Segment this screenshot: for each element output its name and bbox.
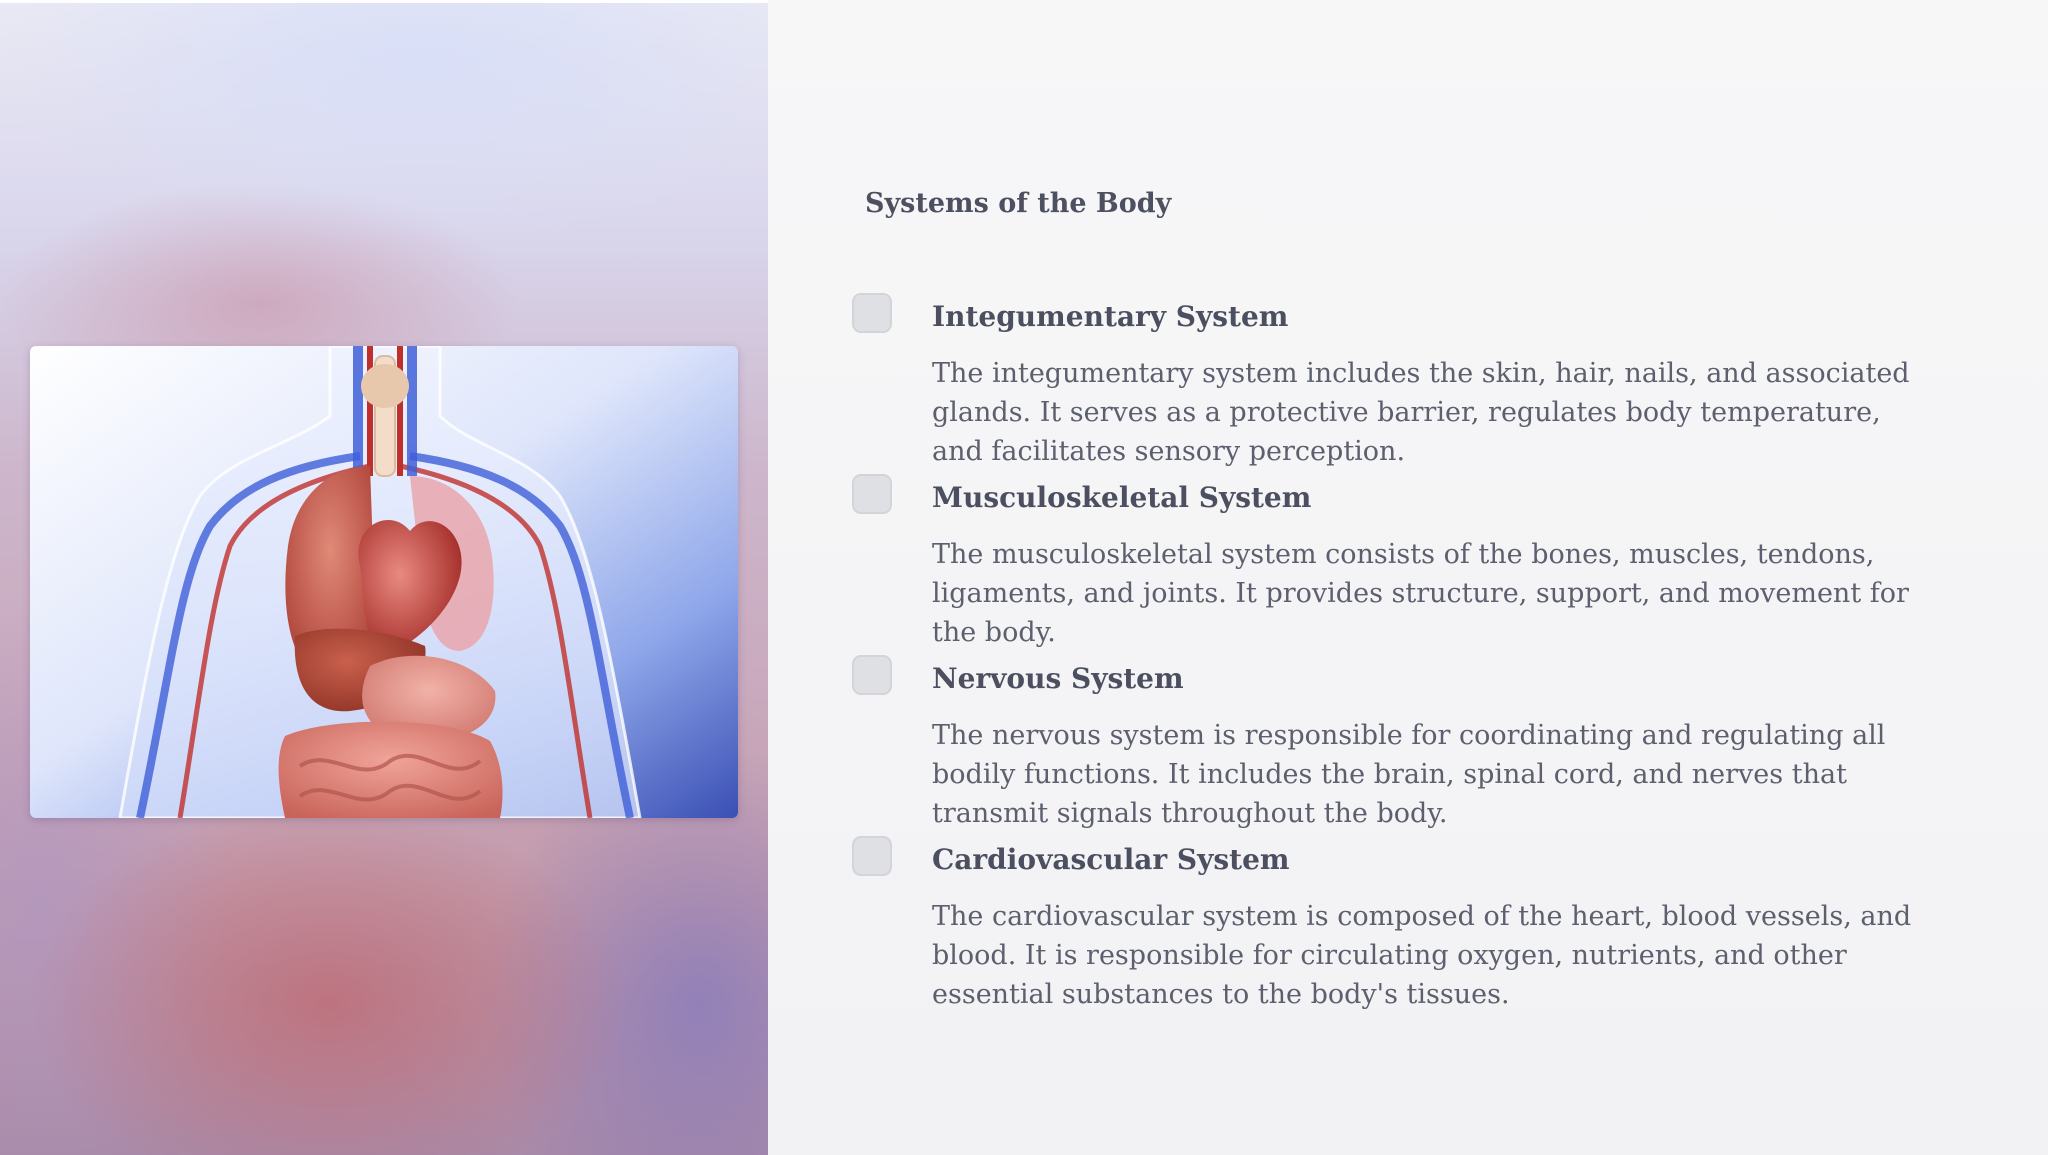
left-gradient-panel — [0, 3, 768, 1155]
item-description: The nervous system is responsible for coordinating and regulating all bodily functions. It includes the brain, spinal cord, and nerves that transmit signals throughout the body. — [932, 720, 1886, 829]
checkbox-musculoskeletal[interactable] — [852, 474, 892, 514]
item-description: The cardiovascular system is composed of the heart, blood vessels, and blood. It is responsible for circulating oxygen, nutrients, and other essential substances to the body's tissues. — [932, 901, 1912, 1010]
checkbox-nervous[interactable] — [852, 655, 892, 695]
item-description: The musculoskeletal system consists of the bones, muscles, tendons, ligaments, and joints. It provides structure, support, and movement for the body. — [932, 539, 1909, 648]
item-heading: Integumentary System — [932, 300, 1289, 333]
item-heading: Musculoskeletal System — [932, 481, 1312, 514]
item-description: The integumentary system includes the skin, hair, nails, and associated glands. It serves as a protective barrier, regulates body temperature, and facilitates sensory perception. — [932, 358, 1910, 467]
item-heading: Nervous System — [932, 662, 1184, 695]
checkbox-cardiovascular[interactable] — [852, 836, 892, 876]
page-title: Systems of the Body — [865, 188, 1172, 219]
human-anatomy-illustration — [30, 346, 738, 818]
item-heading: Cardiovascular System — [932, 843, 1290, 876]
checkbox-integumentary[interactable] — [852, 293, 892, 333]
